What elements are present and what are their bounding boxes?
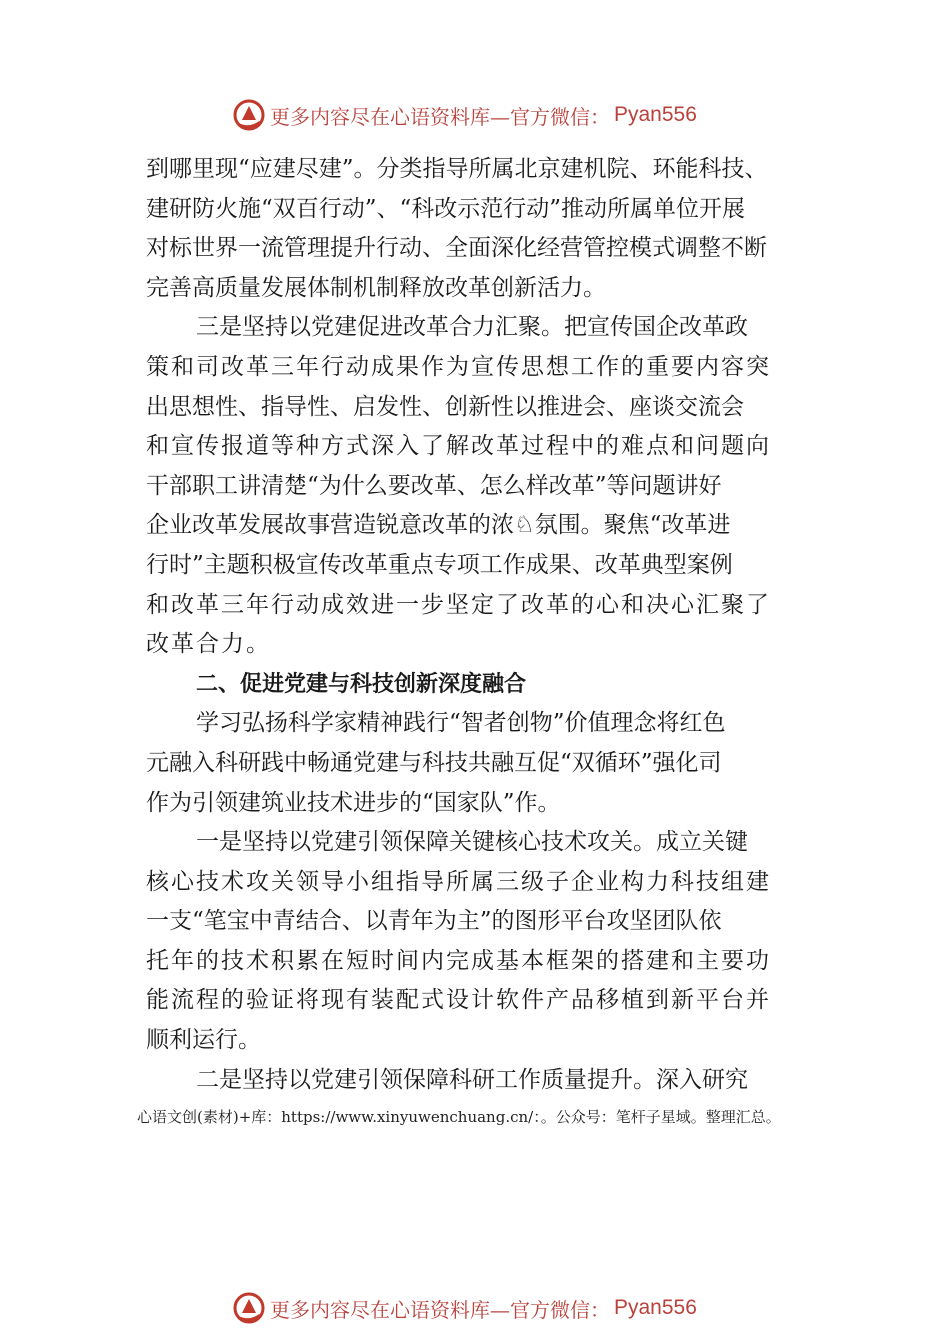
body-line: 一支“笔宝中青结合、以青年为主”的图形平台攻坚团队依 [146, 908, 722, 935]
body-line: 到哪里现“应建尽建”。分类指导所属北京建机院、环能科技、 [146, 156, 768, 182]
watermark-text: 更多内容尽在心语资料库—官方微信： [270, 104, 610, 129]
brand-logo-icon [232, 1291, 266, 1325]
body-line: 改革合力。 [146, 631, 271, 658]
body-line: 和宣传报道等种方式深入了解改革过程中的难点和问题向 [146, 433, 771, 460]
watermark-wechat-id: Pyan556 [614, 103, 697, 126]
watermark-text: 更多内容尽在心语资料库—官方微信： [270, 1297, 610, 1322]
document-body [146, 150, 818, 1100]
paragraph-start: 一是坚持以党建引领保障关键核心技术攻关。成立关键 [196, 829, 748, 856]
body-line: 完善高质量发展体制机制释放改革创新活力。 [146, 274, 606, 301]
paragraph-start: 三是坚持以党建促进改革合力汇聚。把宣传国企改革政 [196, 314, 748, 341]
body-line: 对标世界一流管理提升行动、全面深化经营管控模式调整不断 [146, 235, 767, 262]
body-line: 核心技术攻关领导小组指导所属三级子企业构力科技组建 [146, 868, 771, 895]
body-line: 企业改革发展故事营造锐意改革的浓♘氛围。聚焦“改革进 [146, 512, 731, 539]
body-line: 干部职工讲清楚“为什么要改革、怎么样改革”等问题讲好 [146, 472, 722, 499]
body-line: 托年的技术积累在短时间内完成基本框架的搭建和主要功 [146, 947, 771, 974]
body-line: 行时”主题积极宣传改革重点专项工作成果、改革典型案例 [146, 551, 733, 578]
body-line: 建研防火施“双百行动”、“科改示范行动”推动所属单位开展 [146, 195, 746, 222]
section-heading: 二、促进党建与科技创新深度融合 [196, 671, 527, 697]
body-line: 能流程的验证将现有装配式设计软件产品移植到新平台并 [146, 987, 771, 1014]
paragraph-start: 二是坚持以党建引领保障科研工作质量提升。深入研究 [196, 1066, 748, 1093]
brand-logo-icon [232, 98, 266, 132]
footer-watermark [232, 1288, 697, 1328]
body-line: 和改革三年行动成效进一步坚定了改革的心和决心汇聚了 [146, 591, 771, 618]
header-watermark [232, 95, 697, 135]
body-line: 出思想性、指导性、启发性、创新性以推进会、座谈交流会 [146, 393, 744, 420]
body-line: 策和司改革三年行动成果作为宣传思想工作的重要内容突 [146, 353, 771, 380]
source-footnote: 心语文创(素材)+库：https://www.xinyuwenchuang.cn/：。公众号：笔杆子星域。整理汇总。 [137, 1108, 781, 1126]
body-line: 作为引领建筑业技术进步的“国家队”作。 [146, 789, 561, 816]
body-line: 元融入科研践中畅通党建与科技共融互促“双循环”强化司 [146, 749, 722, 776]
watermark-wechat-id: Pyan556 [614, 1296, 697, 1319]
paragraph-start: 学习弘扬科学家精神践行“智者创物”价值理念将红色 [196, 710, 726, 737]
body-line: 顺利运行。 [146, 1027, 261, 1054]
